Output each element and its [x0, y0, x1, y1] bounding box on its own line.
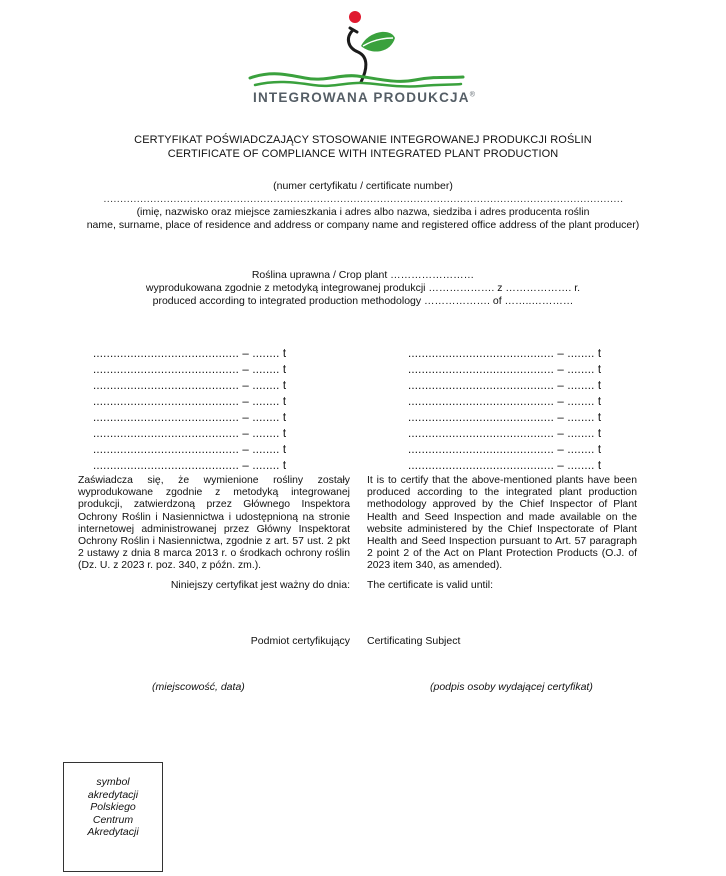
certifying-subject-en: Certificating Subject — [367, 635, 461, 647]
logo-text — [253, 90, 477, 105]
validity-label-pl: Niniejszy certyfikat jest ważny do dnia: — [170, 579, 350, 591]
title-pl: CERTYFIKAT POŚWIADCZAJĄCY STOSOWANIE INTEGROWANEJ PRODUKCJI ROŚLIN — [134, 134, 592, 146]
quantity-row-left: ........................................... – ........ t — [93, 396, 287, 408]
accreditation-line: Akredytacji — [87, 826, 139, 838]
certifying-subject-pl: Podmiot certyfikujący — [250, 635, 350, 647]
producer-dots-line: ………………………………………………………………………………………………………………………………………… — [103, 193, 623, 205]
quantities-right-column — [408, 346, 653, 474]
accreditation-line: akredytacji — [87, 788, 139, 801]
quantity-row-left: ........................................... – ........ t — [93, 364, 287, 376]
statement-en: It is to certify that the above-mentioned plants have been produced according to the integrated plant production methodology approved by the Chief Inspector of Plant Health and Seed Inspection and made available on the website administered by the Chief Inspectorate of Plant Health and Seed Inspection pursuant to Art. 57 paragraph 2 point 2 of the Act on Plant Protection Products (O.J. of 2023 item 340, as amended). — [367, 475, 637, 572]
title-en: CERTIFICATE OF COMPLIANCE WITH INTEGRATED PLANT PRODUCTION — [167, 148, 559, 160]
accreditation-symbol-box — [63, 762, 163, 872]
quantities-left-column — [93, 346, 338, 474]
accreditation-text — [64, 776, 162, 839]
quantity-row-left: ........................................... – ........ t — [93, 444, 287, 456]
quantity-row-left: ........................................... – ........ t — [93, 348, 287, 360]
accreditation-line: Centrum — [92, 813, 134, 826]
quantity-row-right: ........................................... – ........ t — [408, 348, 602, 360]
accreditation-line: symbol — [96, 776, 130, 788]
crop-plant-line: Roślina uprawna / Crop plant …………………… — [251, 269, 475, 281]
logo-red-dot — [349, 11, 361, 23]
quantity-row-right: ........................................... – ........ t — [408, 396, 602, 408]
integrated-production-logo — [245, 8, 477, 108]
logo-registered-mark: ® — [469, 91, 477, 99]
logo-wave-bottom — [255, 82, 461, 87]
quantity-row-right: ........................................... – ........ t — [408, 428, 602, 440]
quantity-row-left: ........................................... – ........ t — [93, 428, 287, 440]
certificate-number-label: (numer certyfikatu / certificate number) — [273, 180, 453, 192]
place-date-label: (miejscowość, data) — [152, 681, 245, 693]
signature-label: (podpis osoby wydającej certyfikat) — [430, 681, 593, 693]
crop-produced-en-line: produced according to integrated production methodology ………………. of ……..………… — [152, 295, 574, 307]
logo-wordmark: INTEGROWANA PRODUKCJA — [253, 90, 470, 105]
quantity-row-right: ........................................... – ........ t — [408, 364, 602, 376]
logo-stem — [348, 30, 365, 82]
producer-label-en: name, surname, place of residence and address or company name and registered office address of the plant producer) — [86, 219, 640, 231]
producer-label-pl: (imię, nazwisko oraz miejsce zamieszkania i adres albo nazwa, siedziba i adres producenta roślin — [136, 206, 590, 218]
logo-leaf-icon — [361, 32, 395, 52]
accreditation-line: Polskiego — [90, 801, 136, 813]
logo-graphic — [245, 8, 470, 93]
statement-pl: Zaświadcza się, że wymienione rośliny zostały wyprodukowane zgodnie z metodyką integrowanej produkcji, zatwierdzoną przez Głównego Inspektora Ochrony Roślin i Nasiennictwa i udostępnioną na stronie internetowej administrowanej przez Główny Inspektorat Ochrony Roślin i Nasiennictwa, zgodnie z art. 57 ust. 2 pkt 2 ustawy z dnia 8 marca 2013 r. o środkach ochrony roślin (Dz. U. z 2023 r. poz. 340, z późn. zm.). — [78, 475, 350, 572]
quantity-row-left: ........................................... – ........ t — [93, 412, 287, 424]
quantity-row-right: ........................................... – ........ t — [408, 444, 602, 456]
quantity-row-left: ........................................... – ........ t — [93, 380, 287, 392]
quantity-row-right: ........................................... – ........ t — [408, 412, 602, 424]
crop-produced-pl-line: wyprodukowana zgodnie z metodyką integrowanej produkcji ………………. z ………………. r. — [145, 282, 581, 294]
quantity-row-right: ........................................... – ........ t — [408, 460, 602, 472]
quantity-row-right: ........................................... – ........ t — [408, 380, 602, 392]
quantity-row-left: ........................................... – ........ t — [93, 460, 287, 472]
logo-wave-top — [250, 74, 463, 82]
validity-label-en: The certificate is valid until: — [367, 579, 494, 591]
